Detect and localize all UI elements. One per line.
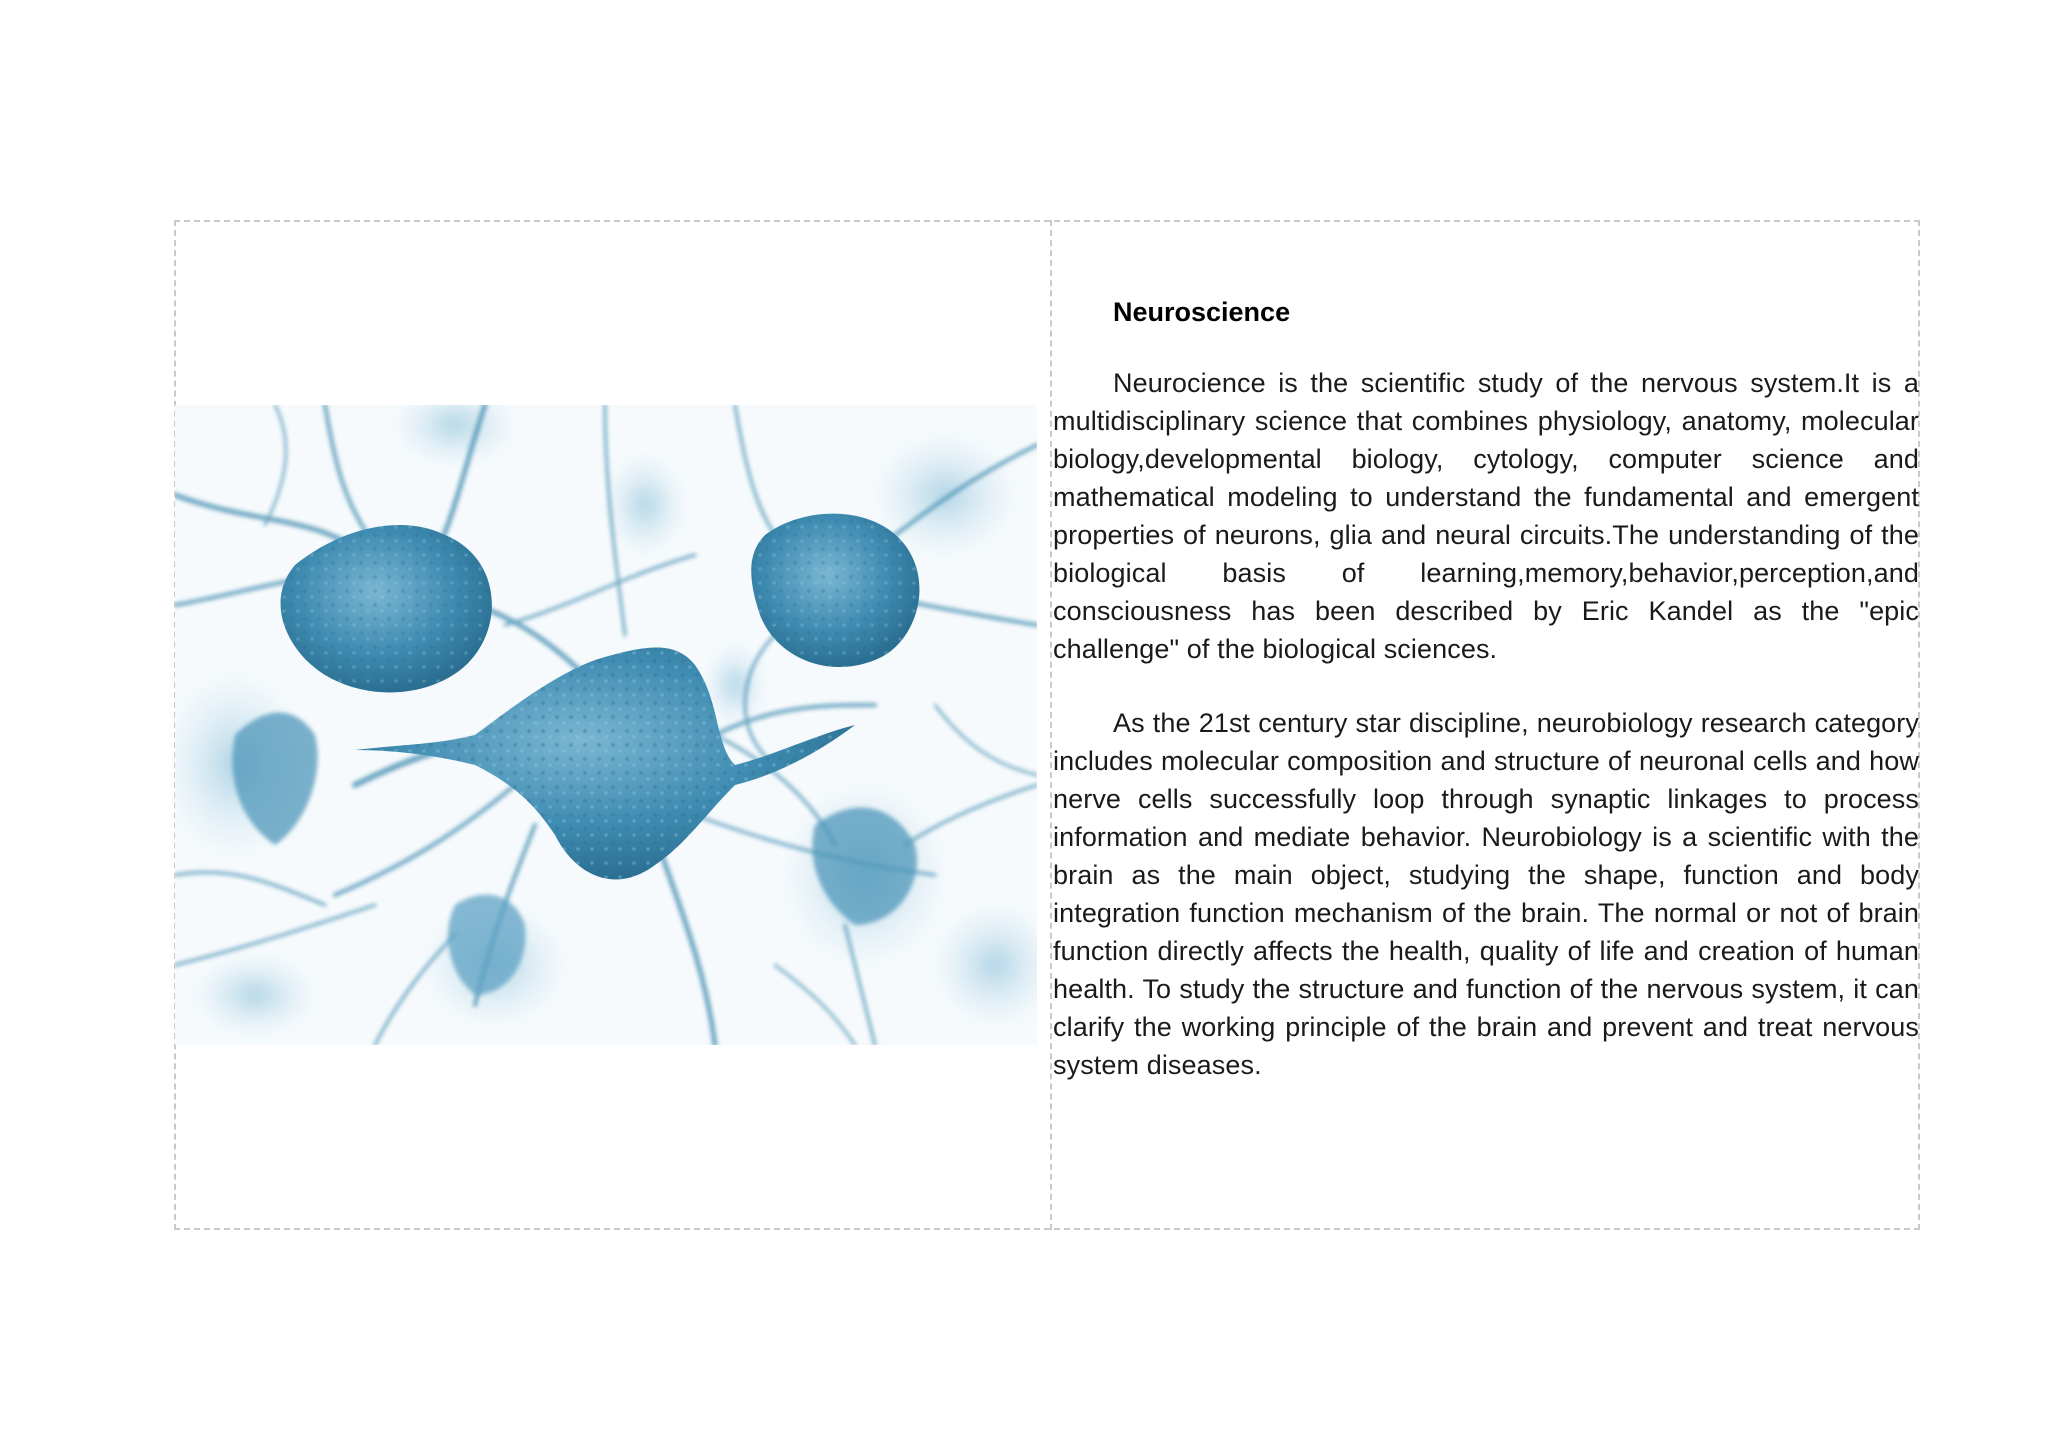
neuron-image	[175, 405, 1037, 1045]
text-column	[1053, 286, 1919, 1084]
neuron-illustration	[175, 405, 1037, 1045]
paragraph-neurobiology: As the 21st century star discipline, neurobiology research category includes molecular composition and structure of neuronal cells and how nerve cells successfully loop through synaptic linkages to process information and mediate behavior. Neurobiology is a scientific with the brain as the main object, studying the shape, function and body integration function mechanism of the brain. The normal or not of brain function directly affects the health, quality of life and creation of human health. To study the structure and function of the nervous system, it can clarify the working principle of the brain and prevent and treat nervous system diseases.	[1053, 708, 1919, 1080]
document-title: Neuroscience	[1113, 297, 1291, 327]
column-divider	[1050, 220, 1052, 1230]
paragraph-intro: Neurocience is the scientific study of the nervous system.It is a multidisciplinary science that combines physiology, anatomy, molecular biology,developmental biology, cytology, computer science and mathematical modeling to understand the fundamental and emergent properties of neurons, glia and neural circuits.The understanding of the biological basis of learning,memory,behavior,perception,and consciousness has been described by Eric Kandel as the "epic challenge" of the biological sciences.	[1053, 368, 1919, 664]
